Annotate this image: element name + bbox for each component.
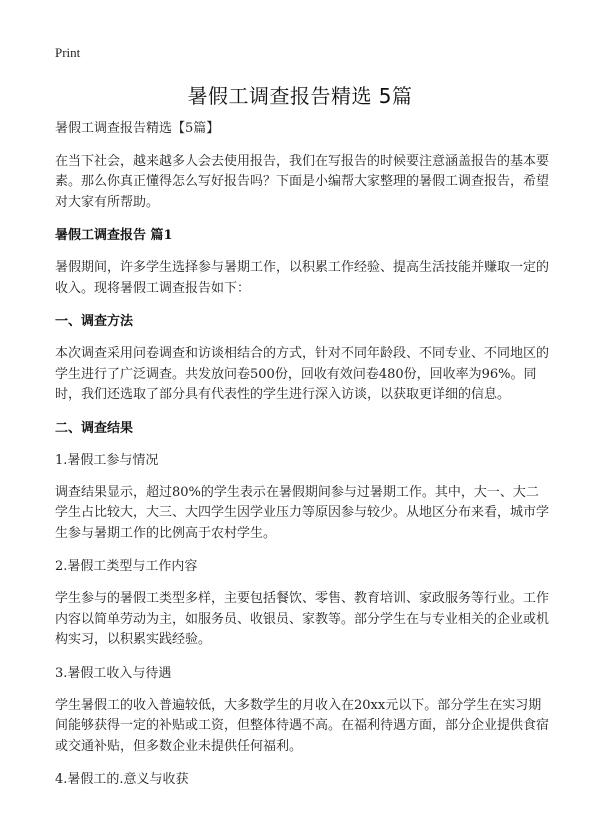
result-item-1-heading: 1.暑假工参与情况 [55, 452, 159, 468]
print-label: Print [55, 45, 81, 60]
result-item-3-paragraph: 学生暑假工的收入普遍较低，大多数学生的月收入在20xx元以下。部分学生在实习期间能够获得一定的补贴或工资，但整体待遇不高。在福利待遇方面，部分企业提供食宿或交通补贴，但多数企业未提供任何福利。 [55, 697, 550, 754]
section-method-paragraph: 本次调查采用问卷调查和访谈相结合的方式，针对不同年龄段、不同专业、不同地区的学生进行了广泛调查。共发放问卷500份，回收有效问卷480份，回收率为96%。同时，我们还选取了部分具有代表性的学生进行深入访谈，以获取更详细的信息。 [55, 346, 550, 402]
section-heading-method: 一、调查方法 [55, 314, 134, 329]
article-heading: 暑假工调查报告 篇1 [55, 228, 173, 243]
result-item-1-paragraph: 调查结果显示，超过80%的学生表示在暑假期间参与过暑期工作。其中，大一、大二学生占比较大，大三、大四学生因学业压力等原因参与较少。从地区分布来看，城市学生参与暑期工作的比例高于农村学生。 [55, 484, 550, 541]
section-heading-results: 二、调查结果 [55, 420, 134, 436]
document-subtitle: 暑假工调查报告精选【5篇】 [55, 121, 220, 136]
document-body [55, 119, 550, 802]
result-item-2-heading: 2.暑假工类型与工作内容 [55, 559, 198, 574]
article-intro-paragraph: 暑假期间，许多学生选择参与暑期工作，以积累工作经验、提高生活技能并赚取一定的收入。现将暑假工调查报告如下： [55, 260, 550, 296]
intro-paragraph: 在当下社会，越来越多人会去使用报告，我们在写报告的时候要注意涵盖报告的基本要素。那么你真正懂得怎么写好报告吗？下面是小编帮大家整理的暑假工调查报告，希望对大家有所帮助。 [55, 153, 550, 210]
result-item-3-heading: 3.暑假工收入与待遇 [55, 665, 172, 681]
page-title: 暑假工调查报告精选 5篇 [187, 84, 413, 108]
result-item-4-heading: 4.暑假工的.意义与收获 [55, 772, 189, 787]
result-item-2-paragraph: 学生参与的暑假工类型多样，主要包括餐饮、零售、教育培训、家政服务等行业。工作内容以简单劳动为主，如服务员、收银员、家教等。部分学生在与专业相关的企业或机构实习，以积累实践经验。 [55, 591, 550, 647]
